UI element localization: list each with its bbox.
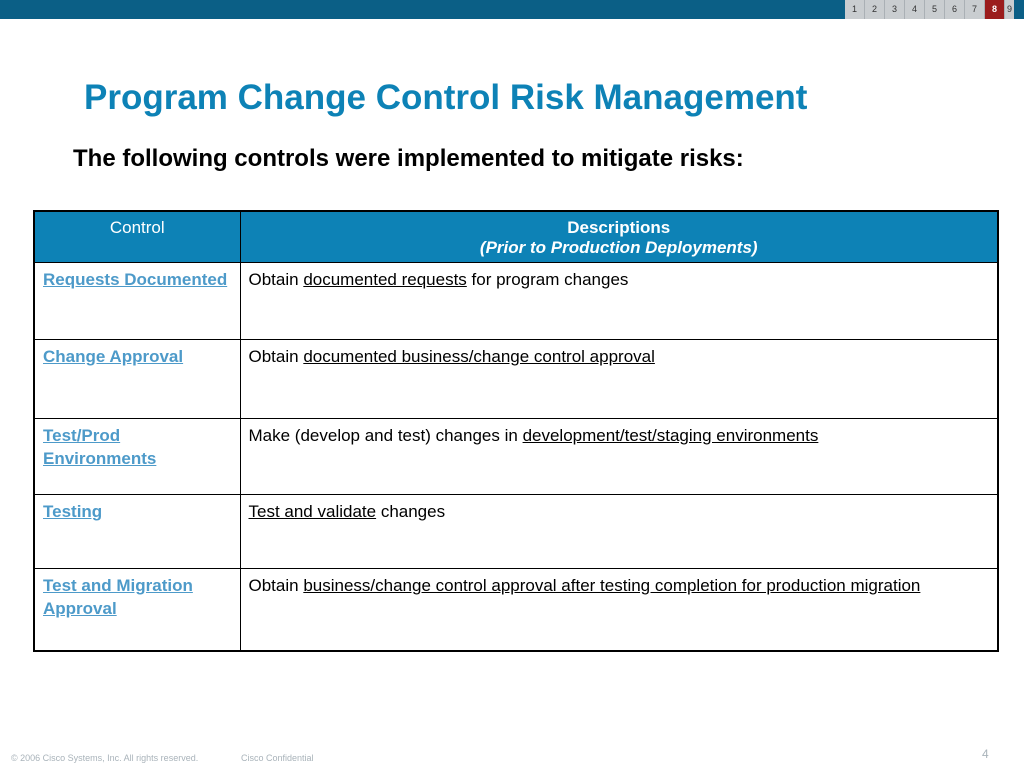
description-underlined-text: documented business/change control approval — [303, 347, 655, 366]
control-link-requests-documented[interactable]: Requests Documented — [43, 270, 228, 289]
descriptions-header-label: Descriptions — [567, 218, 671, 237]
slide-nav-item-8-current[interactable]: 8 — [985, 0, 1005, 19]
slide-title: Program Change Control Risk Management — [84, 78, 808, 117]
description-cell — [240, 263, 998, 340]
description-text: for program changes — [466, 270, 629, 289]
description-text: Make (develop and test) changes in — [248, 426, 523, 445]
page-number: 4 — [982, 747, 989, 761]
column-header-descriptions — [240, 211, 998, 263]
slide-nav-item-5[interactable]: 5 — [925, 0, 945, 19]
control-link-change-approval[interactable]: Change Approval — [43, 347, 184, 366]
table-row — [34, 340, 998, 419]
table-row — [34, 569, 998, 651]
slide-nav-item-9[interactable]: 9 — [1007, 4, 1013, 14]
footer-copyright: © 2006 Cisco Systems, Inc. All rights reserved. — [11, 753, 199, 763]
slide-nav-item-4[interactable]: 4 — [905, 0, 925, 19]
control-cell — [34, 340, 240, 419]
column-header-control — [34, 211, 240, 263]
description-underlined-text: business/change control approval after testing completion for production migration — [303, 576, 921, 595]
description-underlined-text: development/test/staging environments — [522, 426, 819, 445]
slide-nav-item-7[interactable]: 7 — [965, 0, 985, 19]
table-row — [34, 419, 998, 495]
description-underlined-text: documented requests — [303, 270, 467, 289]
description-cell — [240, 495, 998, 569]
descriptions-header-sublabel: (Prior to Production Deployments) — [479, 238, 758, 257]
description-text: Obtain — [248, 576, 304, 595]
control-cell — [34, 495, 240, 569]
control-cell — [34, 569, 240, 651]
control-cell — [34, 263, 240, 340]
slide-nav-item-6[interactable]: 6 — [945, 0, 965, 19]
description-cell — [240, 340, 998, 419]
slide-nav-item-3[interactable]: 3 — [885, 0, 905, 19]
control-link-testing[interactable]: Testing — [43, 502, 103, 521]
control-header-label: Control — [109, 218, 165, 237]
description-cell — [240, 419, 998, 495]
description-text: Obtain — [248, 270, 304, 289]
controls-table — [33, 210, 999, 652]
control-link-test-prod-environments[interactable]: Test/Prod Environments — [43, 426, 157, 468]
table-row — [34, 495, 998, 569]
slide-nav-item-1[interactable]: 1 — [845, 0, 865, 19]
slide-subtitle: The following controls were implemented to mitigate risks: — [73, 145, 744, 172]
description-cell — [240, 569, 998, 651]
slide-navigation — [845, 0, 1014, 19]
table-header-row — [34, 211, 998, 263]
description-text: changes — [376, 502, 446, 521]
control-link-test-and-migration-approval[interactable]: Test and Migration Approval — [43, 576, 193, 618]
description-text: Obtain — [248, 347, 304, 366]
description-underlined-text: Test and validate — [248, 502, 377, 521]
slide-nav-item-2[interactable]: 2 — [865, 0, 885, 19]
footer-confidential: Cisco Confidential — [241, 753, 314, 763]
table-row — [34, 263, 998, 340]
control-cell — [34, 419, 240, 495]
